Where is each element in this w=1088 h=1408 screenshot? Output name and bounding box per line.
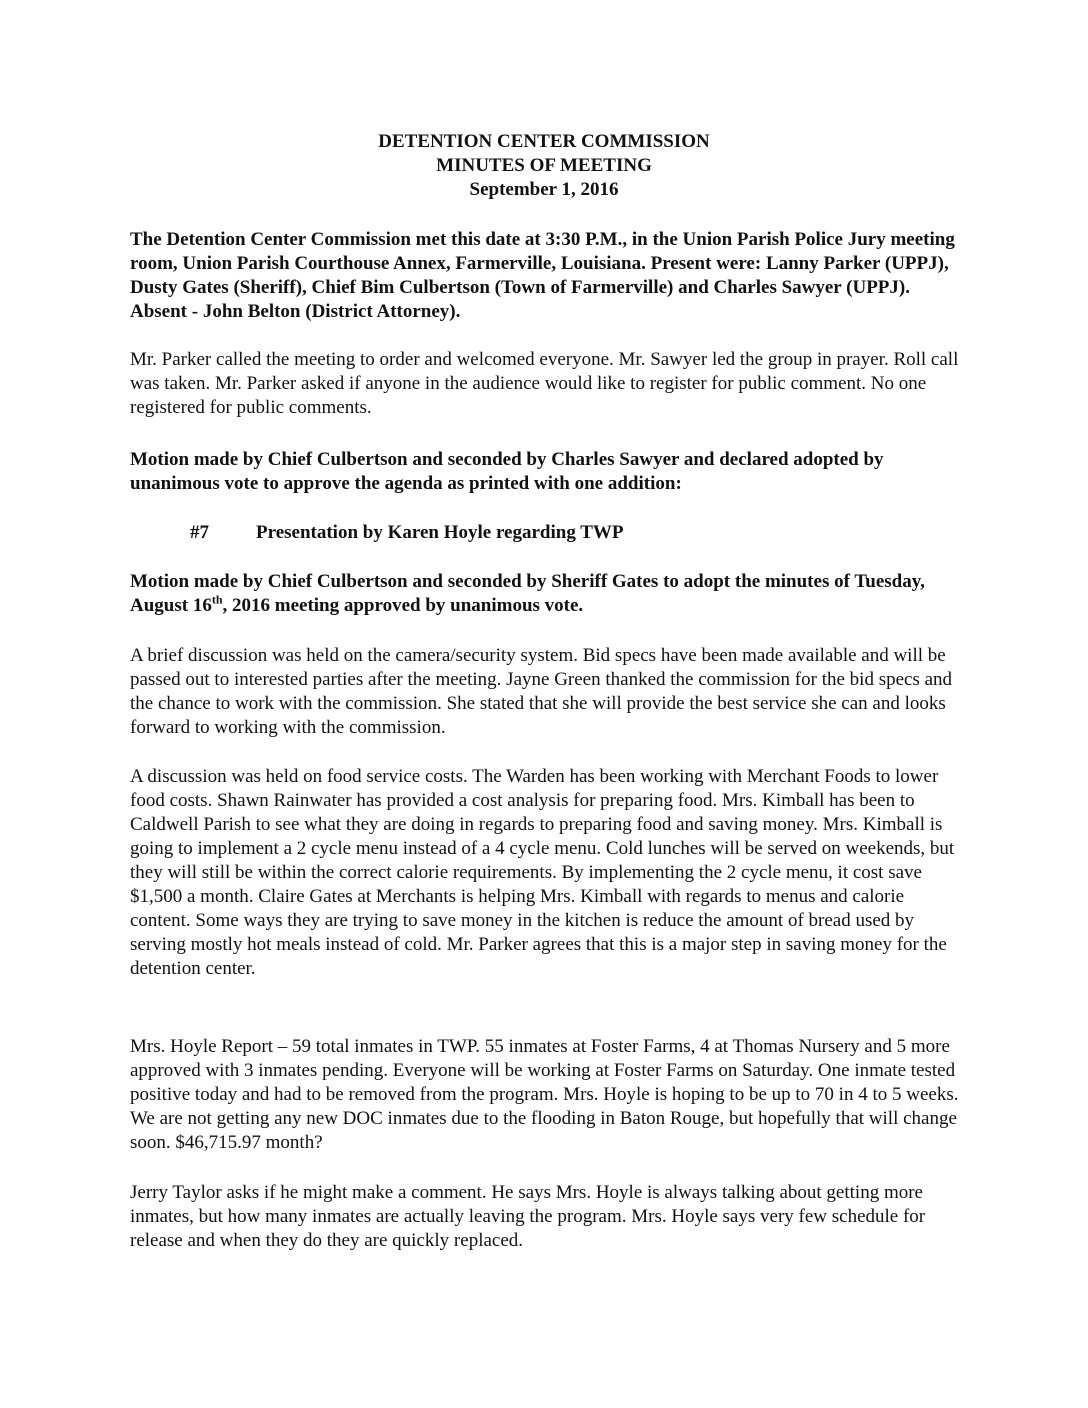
minutes-motion-text-a: Motion made by Chief Culbertson and seconded by Sheriff Gates to adopt the minutes of Tuesday, August 16 [130,571,925,616]
attendance-paragraph: The Detention Center Commission met this date at 3:30 P.M., in the Union Parish Police Jury meeting room, Union Parish Courthouse Annex, Farmerville, Louisiana. Present were: Lanny Parker (UPPJ), Dusty Gates (Sheriff), Chief Bim Culbertson (Town of Farmerville) and Charles Sawyer (UPPJ). Absent - John Belton (District Attorney). [130,229,955,322]
agenda-item [190,521,960,545]
minutes-title: MINUTES OF MEETING [436,155,652,176]
ordinal-suffix: th [211,592,223,607]
agenda-item-number: #7 [190,522,209,543]
opening-paragraph: Mr. Parker called the meeting to order and welcomed everyone. Mr. Sawyer led the group in prayer. Roll call was taken. Mr. Parker asked if anyone in the audience would like to register for public comment. No one registered for public comments. [130,349,959,418]
food-service-paragraph: A discussion was held on food service costs. The Warden has been working with Merchant Foods to lower food costs. Shawn Rainwater has provided a cost analysis for preparing food. Mrs. Kimball has been to Caldwell Parish to see what they are doing in regards to preparing food and saving money. Mrs. Kimball is going to implement a 2 cycle menu instead of a 4 cycle menu. Cold lunches will be served on weekends, but they will still be within the correct calorie requirements. By implementing the 2 cycle menu, it cost save $1,500 a month. Claire Gates at Merchants is helping Mrs. Kimball with regards to menus and calorie content. Some ways they are trying to save money in the kitchen is reduce the amount of bread used by serving mostly hot meals instead of cold. Mr. Parker agrees that this is a major step in saving money for the detention center. [130,766,955,979]
hoyle-report-paragraph: Mrs. Hoyle Report – 59 total inmates in TWP. 55 inmates at Foster Farms, 4 at Thomas Nursery and 5 more approved with 3 inmates pending. Everyone will be working at Foster Farms on Saturday. One inmate tested positive today and had to be removed from the program. Mrs. Hoyle is hoping to be up to 70 in 4 to 5 weeks. We are not getting any new DOC inmates due to the flooding in Baton Rouge, but hopefully that will change soon. $46,715.97 month? [130,1036,959,1153]
agenda-motion-paragraph: Motion made by Chief Culbertson and seconded by Charles Sawyer and declared adopted by unanimous vote to approve the agenda as printed with one addition: [130,449,884,494]
commission-title: DETENTION CENTER COMMISSION [378,131,710,152]
camera-discussion-paragraph: A brief discussion was held on the camera/security system. Bid specs have been made available and will be passed out to interested parties after the meeting. Jayne Green thanked the commission for the bid specs and the chance to work with the commission. She stated that she will provide the best service she can and looks forward to working with the commission. [130,645,953,738]
minutes-motion-text-b: , 2016 meeting approved by unanimous vote. [222,595,584,616]
meeting-date: September 1, 2016 [469,179,619,200]
agenda-item-text: Presentation by Karen Hoyle regarding TWP [256,522,624,543]
minutes-motion-paragraph [130,570,960,618]
taylor-comment-paragraph: Jerry Taylor asks if he might make a comment. He says Mrs. Hoyle is always talking about getting more inmates, but how many inmates are actually leaving the program. Mrs. Hoyle says very few schedule for release and when they do they are quickly replaced. [130,1182,926,1251]
document-header [0,130,1088,202]
